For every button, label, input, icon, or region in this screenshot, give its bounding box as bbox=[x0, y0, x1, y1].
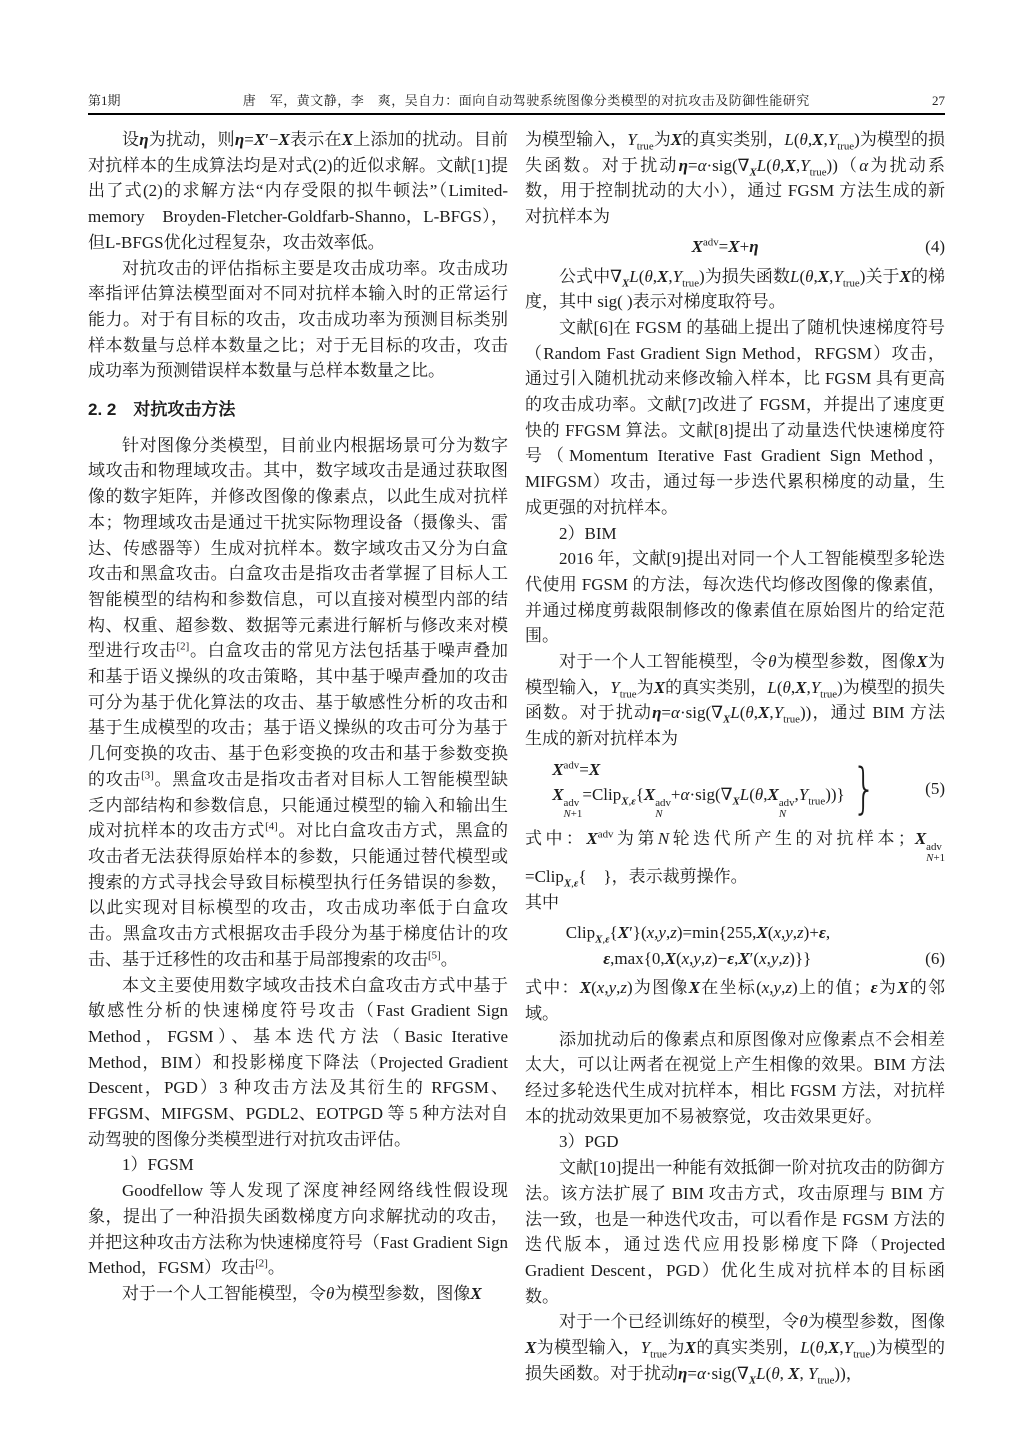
paragraph-pgd-setup: 对于一个已经训练好的模型，令θ为模型参数，图像X为模型输入，$Y_{true}$为X的真实类别，$L(\theta,X,Y_{true})$为模型的损失函数。对于扰动$\eta=\alpha\cdot sig(\nabla_XL(\theta$, X, $Y_{true}$))， bbox=[525, 1312, 946, 1387]
paragraph-model-setup-start: 对于一个人工智能模型，令θ为模型参数，图像X bbox=[122, 1283, 482, 1303]
page-number: 27 bbox=[932, 93, 945, 108]
item-label-pgd: 3）PGD bbox=[559, 1132, 619, 1152]
equation-4 bbox=[525, 234, 945, 260]
header-rule bbox=[88, 113, 945, 115]
paragraph-attack-metric: 对抗攻击的评估指标主要是攻击成功率。攻击成功率指评估算法模型面对不同对抗样本输入时的正常运行能力。对于有目标的攻击，攻击成功率为预测目标类别样本数量与总样本数量之比；对于无目标的攻击，攻击成功率为预测错误样本数量与总样本数量之比。 bbox=[88, 258, 508, 381]
paragraph-attack-taxonomy: 针对图像分类模型，目前业内根据场景可分为数字域攻击和物理域攻击。其中，数字域攻击是通过获取图像的数字矩阵，并修改图像的像素点，以此生成对抗样本；物理域攻击是通过干扰实际物理设备（摄像头、雷达、传感器等）生成对抗样本。数字域攻击又分为白盒攻击和黑盒攻击。白盒攻击是指攻击者掌握了目标人工智能模型的结构和参数信息，可以直接对模型内部的结构、权重、超参数、数据等元素进行解析与修改来对模型进行攻击[2]。白盒攻击的常见方法包括基于噪声叠加和基于语义操纵的攻击策略，其中基于噪声叠加的攻击可分为基于优化算法的攻击、基于敏感性分析的攻击和基于生成模型的攻击；基于语义操纵的攻击可分为基于几何变换的攻击、基于色彩变换的攻击和基于参数变换的攻击[3]。黑盒攻击是指攻击者对目标人工智能模型缺乏内部结构和参数信息，只能通过模型的输入和输出生成对抗样本的攻击方式[4]。对比白盒攻击方式，黑盒的攻击者无法获得原始样本的参数，只能通过替代模型或搜索的方式寻找会导致目标模型执行任务错误的参数，以此实现对目标模型的攻击，攻击成功率低于白盒攻击。黑盒攻击方式根据攻击手段分为基于梯度估计的攻击、基于迁移性的攻击和基于局部搜索的攻击[5]。 bbox=[88, 435, 509, 969]
paragraph-fgsm-setup: 为模型输入，$Y_{true}$为X的真实类别，$L(\theta,X,Y_{true})$为模型的损失函数。对于扰动$\eta=\alpha\cdot sig(\nabla_XL(\theta,X,Y_{true}))(\alpha$为扰动系数，用于控制扰动的大小），通过 FGSM 方法生成的新对抗样本为 bbox=[525, 130, 946, 227]
equation-5-line2: X adv N+1 =Clip$_{X,\varepsilon}${X adv N $+\alpha\cdot sig(\nabla_XL(\theta,X$ adv N $,Y_{true}$))} bbox=[552, 784, 845, 821]
paragraph-wherein: 其中 bbox=[525, 893, 559, 913]
equation-6-number: (6) bbox=[925, 948, 945, 968]
section-heading-2-2: 2. 2 对抗攻击方法 bbox=[88, 400, 236, 420]
item-label-bim: 2）BIM bbox=[559, 523, 617, 543]
paragraph-methods-used: 本文主要使用数字域攻击技术白盒攻击方式中基于敏感性分析的快速梯度符号攻击（Fast Gradient Sign Method，FGSM）、基本迭代方法（Basic Iterative Method，BIM）和投影梯度下降法（Projected Gradient Descent，PGD）3 种攻击方法及其衍生的 RFGSM、FFGSM、MIFGSM、PGDL2、EOTPGD 等 5 种方法对自动驾驶的图像分类模型进行对抗攻击评估。 bbox=[88, 975, 508, 1149]
paragraph-rfgsm-ffgsm-mifgsm: 文献[6]在 FGSM 的基础上提出了随机快速梯度符号（Random Fast Gradient Sign Method，RFGSM）攻击，通过引入随机扰动来修改输入样本，比 FGSM 具有更高的攻击成功率。文献[7]改进了 FGSM，并提出了速度更快的 FFGSM 算法。文献[8]提出了动量迭代快速梯度符号（Momentum Iterative Fast Gradient Sign Method，MIFGSM）攻击，通过每一步迭代累积梯度的动量，生成更强的对抗样本。 bbox=[525, 317, 945, 517]
equation-5-brace: } bbox=[851, 756, 876, 820]
paragraph-bim-intro: 2016 年，文献[9]提出对同一个人工智能模型多轮迭代使用 FGSM 的方法，每次迭代均修改图像的像素值，并通过梯度剪裁限制修改的像素值在原始图片的给定范围。 bbox=[525, 549, 945, 646]
paragraph-bim-effect: 添加扰动后的像素点和原图像对应像素点不会相差太大，可以让两者在视觉上产生相像的效果。BIM 方法经过多轮迭代生成对抗样本，相比 FGSM 方法，对抗样本的扰动效果更加不易被察觉，攻击效果更好。 bbox=[525, 1029, 945, 1126]
running-head bbox=[88, 90, 945, 109]
paragraph-gradient-note: 公式中$\nabla_XL(\theta,X,Y_{true})$为损失函数$L(\theta,X,Y_{true})$关于X的梯度，其中 sig( )表示对梯度取符号。 bbox=[525, 266, 945, 312]
equation-4-body: $X^{adv}=X+\eta$ bbox=[691, 236, 759, 256]
paragraph-eq6-legend: 式中：X(x,y,z)为图像X在坐标(x,y,z)上的值；ε为X的邻域。 bbox=[525, 978, 945, 1023]
paragraph-pgd-intro: 文献[10]提出一种能有效抵御一阶对抗攻击的防御方法。该方法扩展了 BIM 攻击方式，攻击原理与 BIM 方法一致，也是一种迭代攻击，可以看作是 FGSM 方法的迭代版本，通过迭代应用投影梯度下降（Projected Gradient Descent，PGD）优化生成对抗样本的目标函数。 bbox=[525, 1158, 945, 1306]
item-label-fgsm: 1）FGSM bbox=[122, 1155, 194, 1175]
equation-5 bbox=[525, 757, 945, 821]
paragraph-perturbation-def: 设η为扰动，则η=X′−X表示在X上添加的扰动。目前对抗样本的生成算法均是对式(2)的近似求解。文献[1]提出了式(2)的求解方法“内存受限的拟牛顿法”（Limited-memory Broyden-Fletcher-Goldfarb-Shanno，L-BFGS），但L-BFGS优化过程复杂，攻击效率低。 bbox=[88, 130, 508, 252]
equation-5-line1: $X^{adv}=X$ bbox=[552, 759, 601, 779]
paragraph-eq5-legend: 式中：$X^{adv}$为第N轮迭代所产生的对抗样本；X adv N+1 =Clip$_{X,\varepsilon}${ }，表示裁剪操作。 bbox=[525, 828, 946, 890]
paragraph-goodfellow: Goodfellow 等人发现了深度神经网络线性假设现象，提出了一种沿损失函数梯度方向求解扰动的攻击，并把这种攻击方法称为快速梯度符号（Fast Gradient Sign Method，FGSM）攻击[2]。 bbox=[88, 1181, 508, 1278]
running-title: 唐 军，黄文静，李 爽，吴自力：面向自动驾驶系统图像分类模型的对抗攻击及防御性能研究 bbox=[242, 93, 810, 108]
equation-5-number: (5) bbox=[925, 778, 945, 798]
equation-6 bbox=[525, 920, 945, 971]
two-column-body bbox=[88, 127, 945, 1387]
paragraph-bim-setup: 对于一个人工智能模型，令θ为模型参数，图像X为模型输入，$Y_{true}$为X的真实类别，$L(\theta,X,Y_{true})$为模型的损失函数。对于扰动$\eta=\alpha\cdot sig(\nabla_XL(\theta,X,Y_{true}))$，通过 BIM 方法生成的新对抗样本为 bbox=[525, 652, 946, 749]
right-column bbox=[525, 127, 945, 1387]
equation-4-number: (4) bbox=[925, 236, 945, 256]
equation-6-line1: Clip$_{X,\varepsilon}${X′}(x,y,z)=min{255,X(x,y,z)+ε, bbox=[565, 922, 831, 946]
left-column bbox=[88, 127, 508, 1387]
equation-6-line2: ε,max{0,X(x,y,z)−ε,X′(x,y,z)}} bbox=[603, 948, 812, 968]
equation-5-body bbox=[552, 757, 844, 821]
issue-label: 第1期 bbox=[88, 93, 121, 108]
